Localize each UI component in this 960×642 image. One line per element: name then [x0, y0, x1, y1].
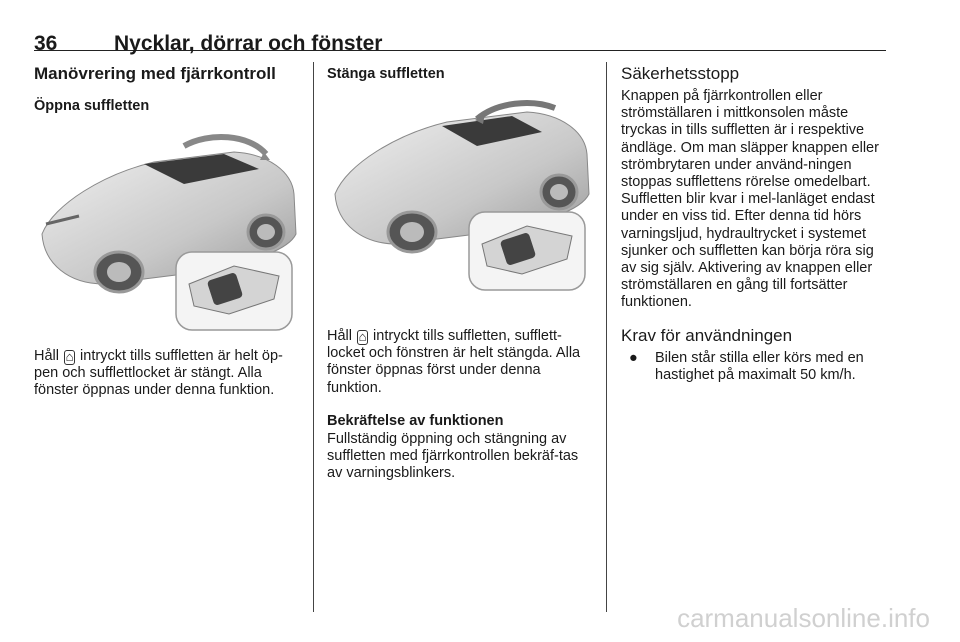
column-1: [34, 62, 300, 400]
page-header: [34, 10, 886, 55]
close-roof-instructions: [327, 328, 593, 397]
sub-heading-close-roof: Stänga suffletten: [327, 66, 445, 82]
instruction-text-end: intryckt tills suffletten är helt öp-pen och sufflettlocket är stängt. Alla fönster öppnas under denna funktion.: [34, 348, 283, 399]
roof-key-icon: ⌂: [358, 329, 367, 344]
page-title: Nycklar, dörrar och fönster: [114, 32, 383, 55]
instruction-text-start: Håll: [34, 348, 59, 364]
roof-key-icon: ⌂: [65, 349, 74, 364]
column-2: [327, 62, 593, 482]
safety-stop-text: Knappen på fjärrkontrollen eller strömställaren i mittkonsolen måste tryckas in tills suffletten är i respektive ändläge. Om man släpper knappen eller strömbrytaren under använd-ningen stoppas sufflettens rörelse omedelbart. Suffletten blir kvar i mel-lanläget endast under en viss tid. Efter denna tid hörs varningsljud, hydraultrycket i systemet sjunker och suffletten kan börja röra sig av sig själv. Aktivering av knappen eller strömställaren en gång till fortsätter funktionen.: [621, 88, 879, 311]
page-number: 36: [34, 32, 58, 55]
open-roof-instructions: [34, 348, 300, 400]
watermark: carmanualsonline.info: [677, 603, 930, 633]
instruction-text-end: intryckt tills suffletten, sufflett-locket och fönstren är helt stängda. Alla fönster öppnas först under denna funktion.: [327, 328, 581, 396]
confirmation-text: Fullständig öppning och stängning av suffletten med fjärrkontrollen bekräf-tas av varningsblinkers.: [327, 430, 579, 482]
section-heading: Manövrering med fjärrkontroll: [34, 64, 276, 83]
car-open-roof-illustration: [34, 124, 300, 334]
bullet-text: Bilen står stilla eller körs med en hastighet på maximalt 50 km/h.: [655, 349, 864, 383]
sub-heading-open-roof: Öppna suffletten: [34, 98, 150, 114]
requirements-heading: Krav för användningen: [621, 325, 793, 345]
list-item: [621, 350, 887, 384]
column-divider: [313, 62, 314, 612]
bullet-icon: ●: [629, 349, 638, 366]
column-3: [621, 62, 887, 384]
car-close-roof-illustration: [327, 84, 593, 294]
confirmation-heading: Bekräftelse av funktionen: [327, 412, 504, 429]
safety-stop-heading: Säkerhetsstopp: [621, 64, 740, 83]
instruction-text-start: Håll: [327, 328, 352, 344]
column-divider: [606, 62, 607, 612]
